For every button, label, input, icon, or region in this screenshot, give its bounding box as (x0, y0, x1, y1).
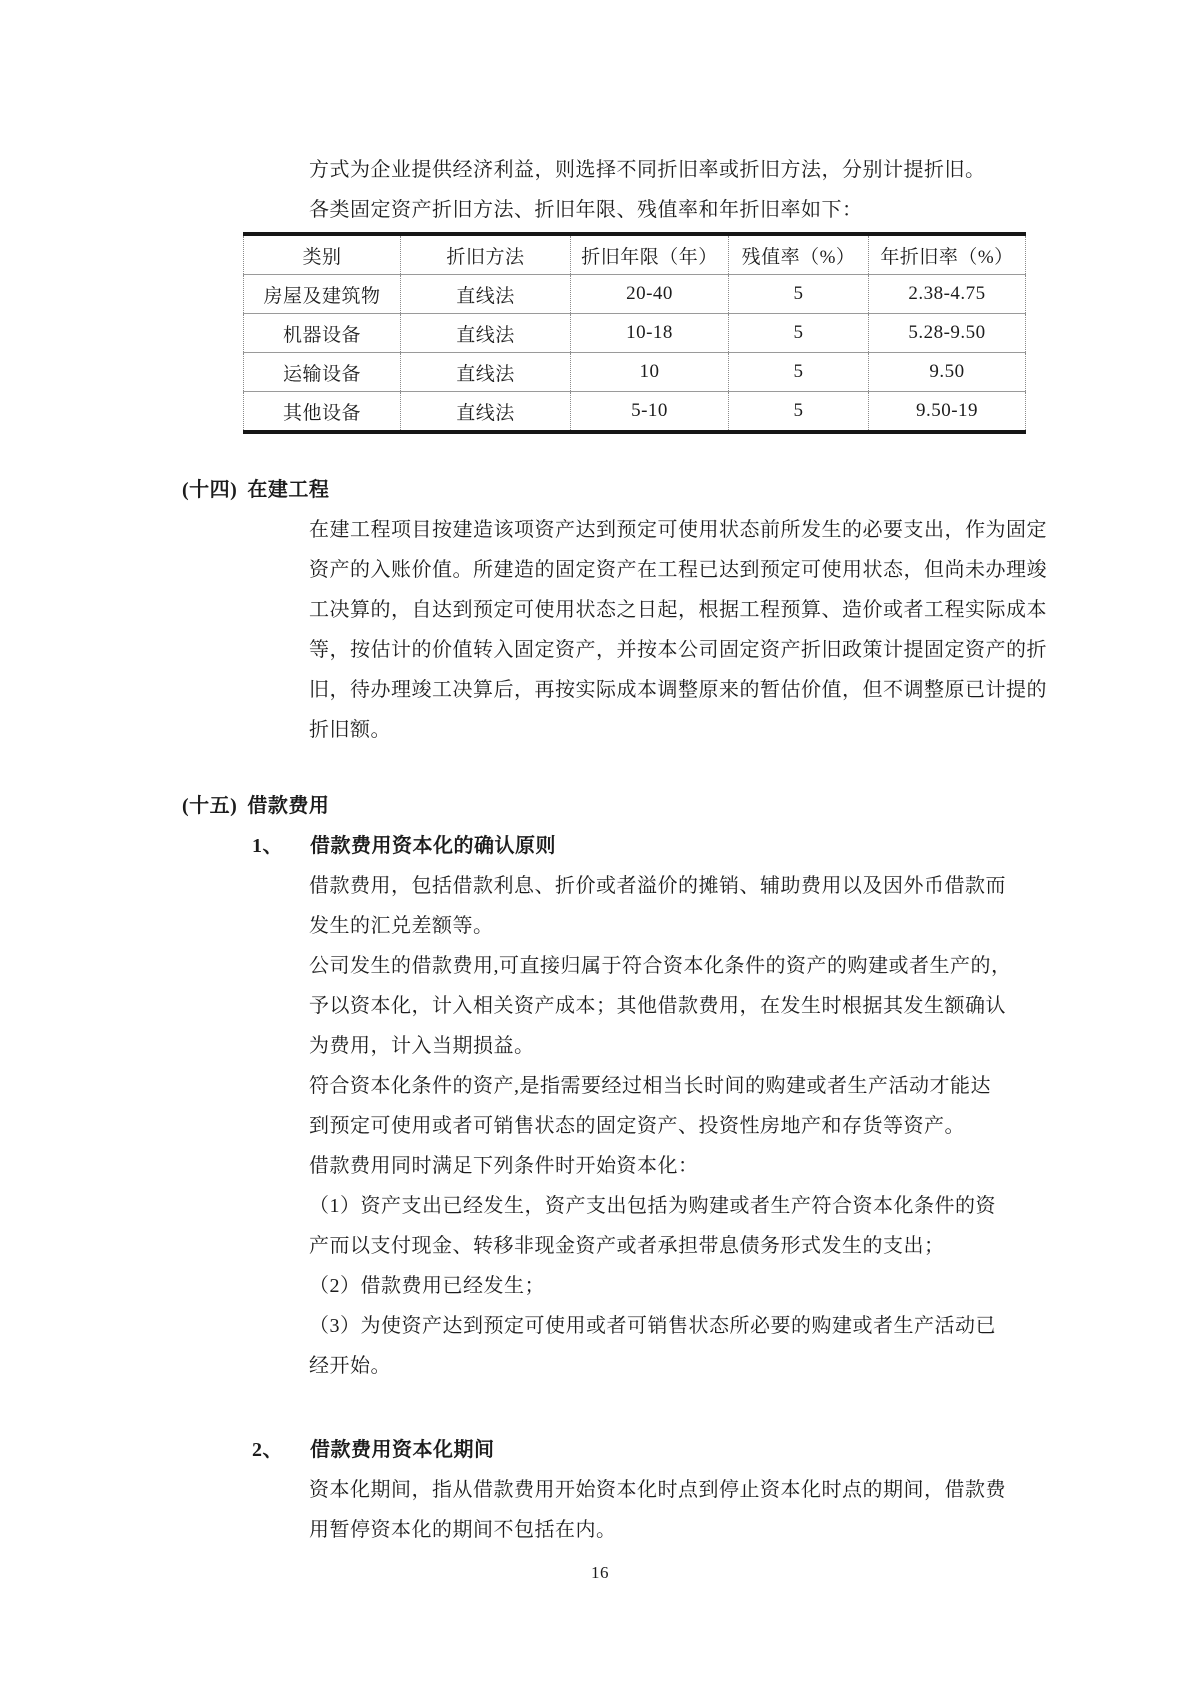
subsection-paragraph (309, 866, 1200, 1386)
paragraph-line: 工决算的，自达到预定可使用状态之日起，根据工程预算、造价或者工程实际成本 (309, 599, 1047, 621)
subsection-heading (252, 826, 1200, 866)
paragraph-line: （1）资产支出已经发生，资产支出包括为购建或者生产符合资本化条件的资 (309, 1195, 996, 1217)
paragraph-line: 资本化期间，指从借款费用开始资本化时点到停止资本化时点的期间，借款费 (309, 1479, 1006, 1501)
subsection-title: 借款费用资本化的确认原则 (310, 835, 556, 857)
paragraph-line: 借款费用同时满足下列条件时开始资本化： (309, 1155, 699, 1177)
section-heading (182, 786, 1200, 826)
paragraph-line: 用暂停资本化的期间不包括在内。 (309, 1519, 617, 1541)
section-heading (182, 470, 1200, 510)
intro-line: 方式为企业提供经济利益，则选择不同折旧率或折旧方法，分别计提折旧。 (309, 159, 986, 181)
section-construction-in-progress (0, 470, 1200, 750)
cell-annual-rate: 2.38-4.75 (869, 275, 1026, 314)
paragraph-line: 在建工程项目按建造该项资产达到预定可使用状态前所发生的必要支出，作为固定 (309, 519, 1047, 541)
paragraph-line: 借款费用，包括借款利息、折价或者溢价的摊销、辅助费用以及因外币借款而 (309, 875, 1006, 897)
header-cell-years: 折旧年限（年） (571, 234, 729, 275)
paragraph-line: 旧，待办理竣工决算后，再按实际成本调整原来的暂估价值，但不调整原已计提的 (309, 679, 1047, 701)
cell-annual-rate: 9.50-19 (869, 392, 1026, 433)
cell-method: 直线法 (401, 392, 571, 433)
intro-paragraph (309, 0, 1200, 230)
paragraph-line: 予以资本化，计入相关资产成本；其他借款费用，在发生时根据其发生额确认 (309, 995, 1006, 1017)
section-borrowing-costs (0, 786, 1200, 1550)
paragraph-line: 等，按估计的价值转入固定资产，并按本公司固定资产折旧政策计提固定资产的折 (309, 639, 1047, 661)
paragraph-line: （3）为使资产达到预定可使用或者可销售状态所必要的购建或者生产活动已 (309, 1315, 996, 1337)
paragraph-line: 为费用，计入当期损益。 (309, 1035, 535, 1057)
subsection-capitalization-period (0, 1430, 1200, 1550)
depreciation-table (243, 232, 1026, 434)
header-cell-annual-rate: 年折旧率（%） (869, 234, 1026, 275)
cell-category: 机器设备 (244, 314, 401, 353)
paragraph-line: 公司发生的借款费用,可直接归属于符合资本化条件的资产的购建或者生产的， (309, 955, 1012, 977)
cell-years: 10 (571, 353, 729, 392)
table-header-row (244, 234, 1026, 275)
cell-method: 直线法 (401, 314, 571, 353)
paragraph-line: 经开始。 (309, 1355, 391, 1377)
paragraph-line: 产而以支付现金、转移非现金资产或者承担带息债务形式发生的支出； (309, 1235, 945, 1257)
paragraph-line: 资产的入账价值。所建造的固定资产在工程已达到预定可使用状态，但尚未办理竣 (309, 559, 1047, 581)
cell-years: 20-40 (571, 275, 729, 314)
subsection-number: 1、 (252, 835, 283, 857)
section-label: (十四) (182, 479, 238, 501)
cell-category: 房屋及建筑物 (244, 275, 401, 314)
subsection-title: 借款费用资本化期间 (310, 1439, 495, 1461)
table-row (244, 392, 1026, 433)
cell-category: 其他设备 (244, 392, 401, 433)
cell-residual-rate: 5 (729, 314, 869, 353)
paragraph-line: 折旧额。 (309, 719, 391, 741)
table-row (244, 314, 1026, 353)
page-number: 16 (591, 1563, 609, 1582)
cell-category: 运输设备 (244, 353, 401, 392)
intro-line: 各类固定资产折旧方法、折旧年限、残值率和年折旧率如下： (309, 199, 863, 221)
cell-years: 10-18 (571, 314, 729, 353)
cell-annual-rate: 9.50 (869, 353, 1026, 392)
paragraph-line: 到预定可使用或者可销售状态的固定资产、投资性房地产和存货等资产。 (309, 1115, 965, 1137)
subsection-heading (252, 1430, 1200, 1470)
cell-residual-rate: 5 (729, 353, 869, 392)
paragraph-line: 符合资本化条件的资产,是指需要经过相当长时间的购建或者生产活动才能达 (309, 1075, 991, 1097)
cell-residual-rate: 5 (729, 392, 869, 433)
paragraph-line: 发生的汇兑差额等。 (309, 915, 494, 937)
table-row (244, 353, 1026, 392)
subsection-number: 2、 (252, 1439, 283, 1461)
section-title: 借款费用 (247, 795, 330, 817)
section-label: (十五) (182, 795, 238, 817)
subsection-paragraph (309, 1470, 1200, 1550)
cell-method: 直线法 (401, 353, 571, 392)
cell-method: 直线法 (401, 275, 571, 314)
section-title: 在建工程 (247, 479, 330, 501)
cell-annual-rate: 5.28-9.50 (869, 314, 1026, 353)
cell-residual-rate: 5 (729, 275, 869, 314)
cell-years: 5-10 (571, 392, 729, 433)
header-cell-method: 折旧方法 (401, 234, 571, 275)
subsection-capitalization-principle (0, 826, 1200, 1386)
paragraph-line: （2）借款费用已经发生； (309, 1275, 545, 1297)
header-cell-residual-rate: 残值率（%） (729, 234, 869, 275)
header-cell-category: 类别 (244, 234, 401, 275)
table-row (244, 275, 1026, 314)
section-paragraph (309, 510, 1200, 750)
